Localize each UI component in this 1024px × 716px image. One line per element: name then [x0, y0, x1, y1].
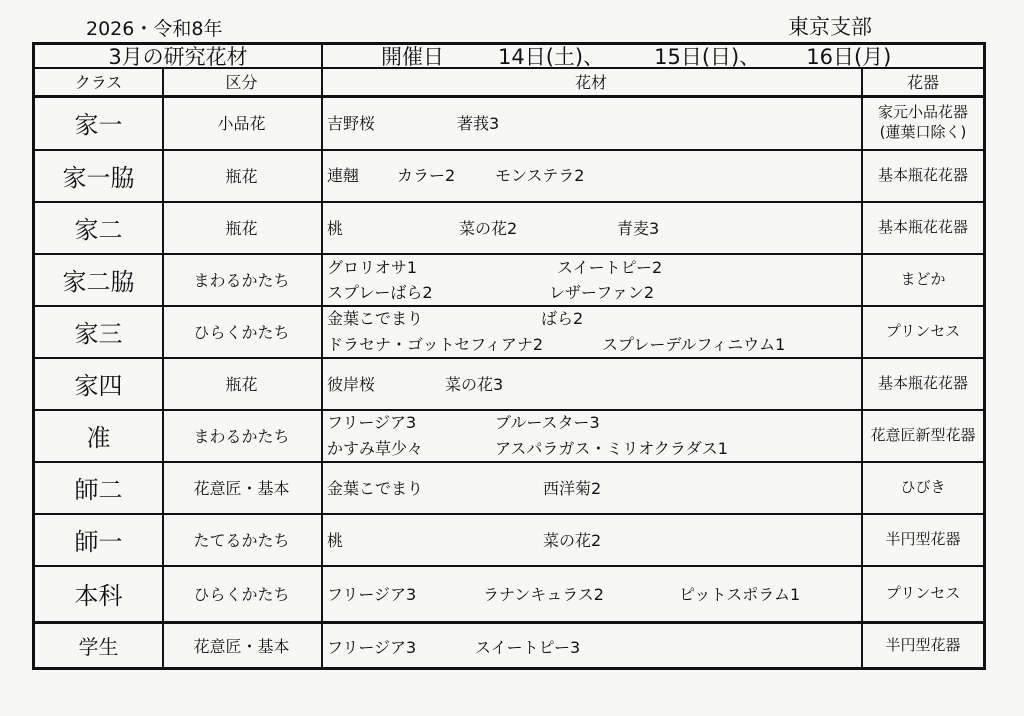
vessel-name: プリンセス: [885, 583, 961, 602]
date-3: 16日(月): [806, 45, 892, 69]
material-item: ラナンキュラス2: [483, 585, 604, 604]
vessel-name: 花意匠新型花器: [870, 425, 976, 444]
class-name: 准: [86, 423, 111, 452]
material-item: 連翹: [327, 166, 360, 185]
vessel-note: (蓮葉口除く): [879, 123, 967, 141]
vessel-name: ひびき: [900, 477, 946, 496]
branch-label: 東京支部: [788, 15, 872, 39]
material-item: 菜の花2: [543, 531, 602, 550]
category-name: 小品花: [217, 113, 266, 133]
category-name: まわるかたち: [193, 426, 290, 446]
class-column-header: クラス: [74, 72, 123, 92]
vessel-name: 基本瓶花花器: [877, 217, 968, 236]
vessel-name: 基本瓶花花器: [877, 165, 968, 184]
material-item: フリージア3: [327, 638, 417, 657]
month-title: 3月の研究花材: [108, 45, 248, 69]
category-name: まわるかたち: [193, 270, 290, 290]
materials-column-header: 花材: [574, 72, 607, 92]
material-item: アスパラガス・ミリオクラダス1: [495, 439, 728, 458]
material-item: レザーファン2: [549, 283, 655, 302]
dates-label: 開催日: [381, 45, 444, 69]
material-item: 金葉こでまり: [327, 479, 424, 498]
category-name: ひらくかたち: [193, 584, 290, 604]
material-item: 菜の花2: [459, 219, 518, 238]
category-column-header: 区分: [225, 72, 258, 92]
date-2: 15日(日)、: [654, 45, 761, 69]
material-item: スプレーデルフィニウム1: [602, 335, 786, 354]
category-name: ひらくかたち: [193, 322, 290, 342]
vessel-column-header: 花器: [906, 72, 939, 92]
material-item: スプレーばら2: [327, 283, 433, 302]
material-item: 西洋菊2: [543, 479, 602, 498]
year-label: 2026・令和8年: [86, 18, 223, 40]
vessel-name: まどか: [900, 269, 946, 288]
vessel-name: 半円型花器: [885, 529, 961, 548]
material-item: グロリオサ1: [327, 258, 418, 277]
vessel-name: 半円型花器: [885, 636, 961, 655]
class-name: 師二: [74, 475, 123, 504]
material-item: ばら2: [541, 309, 584, 328]
material-item: 金葉こでまり: [327, 309, 424, 328]
class-name: 学生: [78, 635, 119, 659]
class-name: 師一: [74, 527, 123, 556]
vessel-name: 家元小品花器: [877, 102, 968, 121]
category-name: たてるかたち: [193, 530, 290, 550]
material-item: フリージア3: [327, 585, 417, 604]
material-item: スイートピー2: [557, 258, 663, 277]
material-item: スイートピー3: [475, 638, 581, 657]
class-name: 家二脇: [62, 267, 135, 296]
material-item: かすみ草少々: [327, 439, 424, 458]
flower-material-table: [32, 42, 986, 670]
material-item: 菜の花3: [445, 375, 504, 394]
category-name: 瓶花: [225, 374, 258, 394]
category-name: 瓶花: [225, 166, 258, 186]
material-item: 桃: [327, 531, 344, 550]
material-item: 著莪3: [457, 114, 500, 133]
class-name: 本科: [74, 581, 123, 610]
class-name: 家一: [74, 110, 123, 139]
class-name: 家二: [74, 215, 123, 244]
material-item: モンステラ2: [495, 166, 585, 185]
material-item: 青麦3: [617, 219, 660, 238]
material-item: カラー2: [397, 166, 456, 185]
category-name: 花意匠・基本: [193, 478, 290, 498]
category-name: 瓶花: [225, 218, 258, 238]
material-item: 彼岸桜: [327, 375, 376, 394]
material-item: ピットスポラム1: [679, 585, 801, 604]
material-item: 吉野桜: [327, 114, 376, 133]
category-name: 花意匠・基本: [193, 637, 290, 656]
material-item: ドラセナ・ゴットセフィアナ2: [327, 335, 544, 354]
vessel-name: プリンセス: [885, 321, 961, 340]
class-name: 家三: [74, 319, 123, 348]
date-1: 14日(土)、: [498, 45, 605, 69]
material-item: 桃: [327, 219, 344, 238]
vessel-name: 基本瓶花花器: [877, 373, 968, 392]
material-item: フリージア3: [327, 413, 417, 432]
class-name: 家一脇: [62, 163, 135, 192]
material-item: ブルースター3: [495, 413, 600, 432]
class-name: 家四: [74, 371, 123, 400]
